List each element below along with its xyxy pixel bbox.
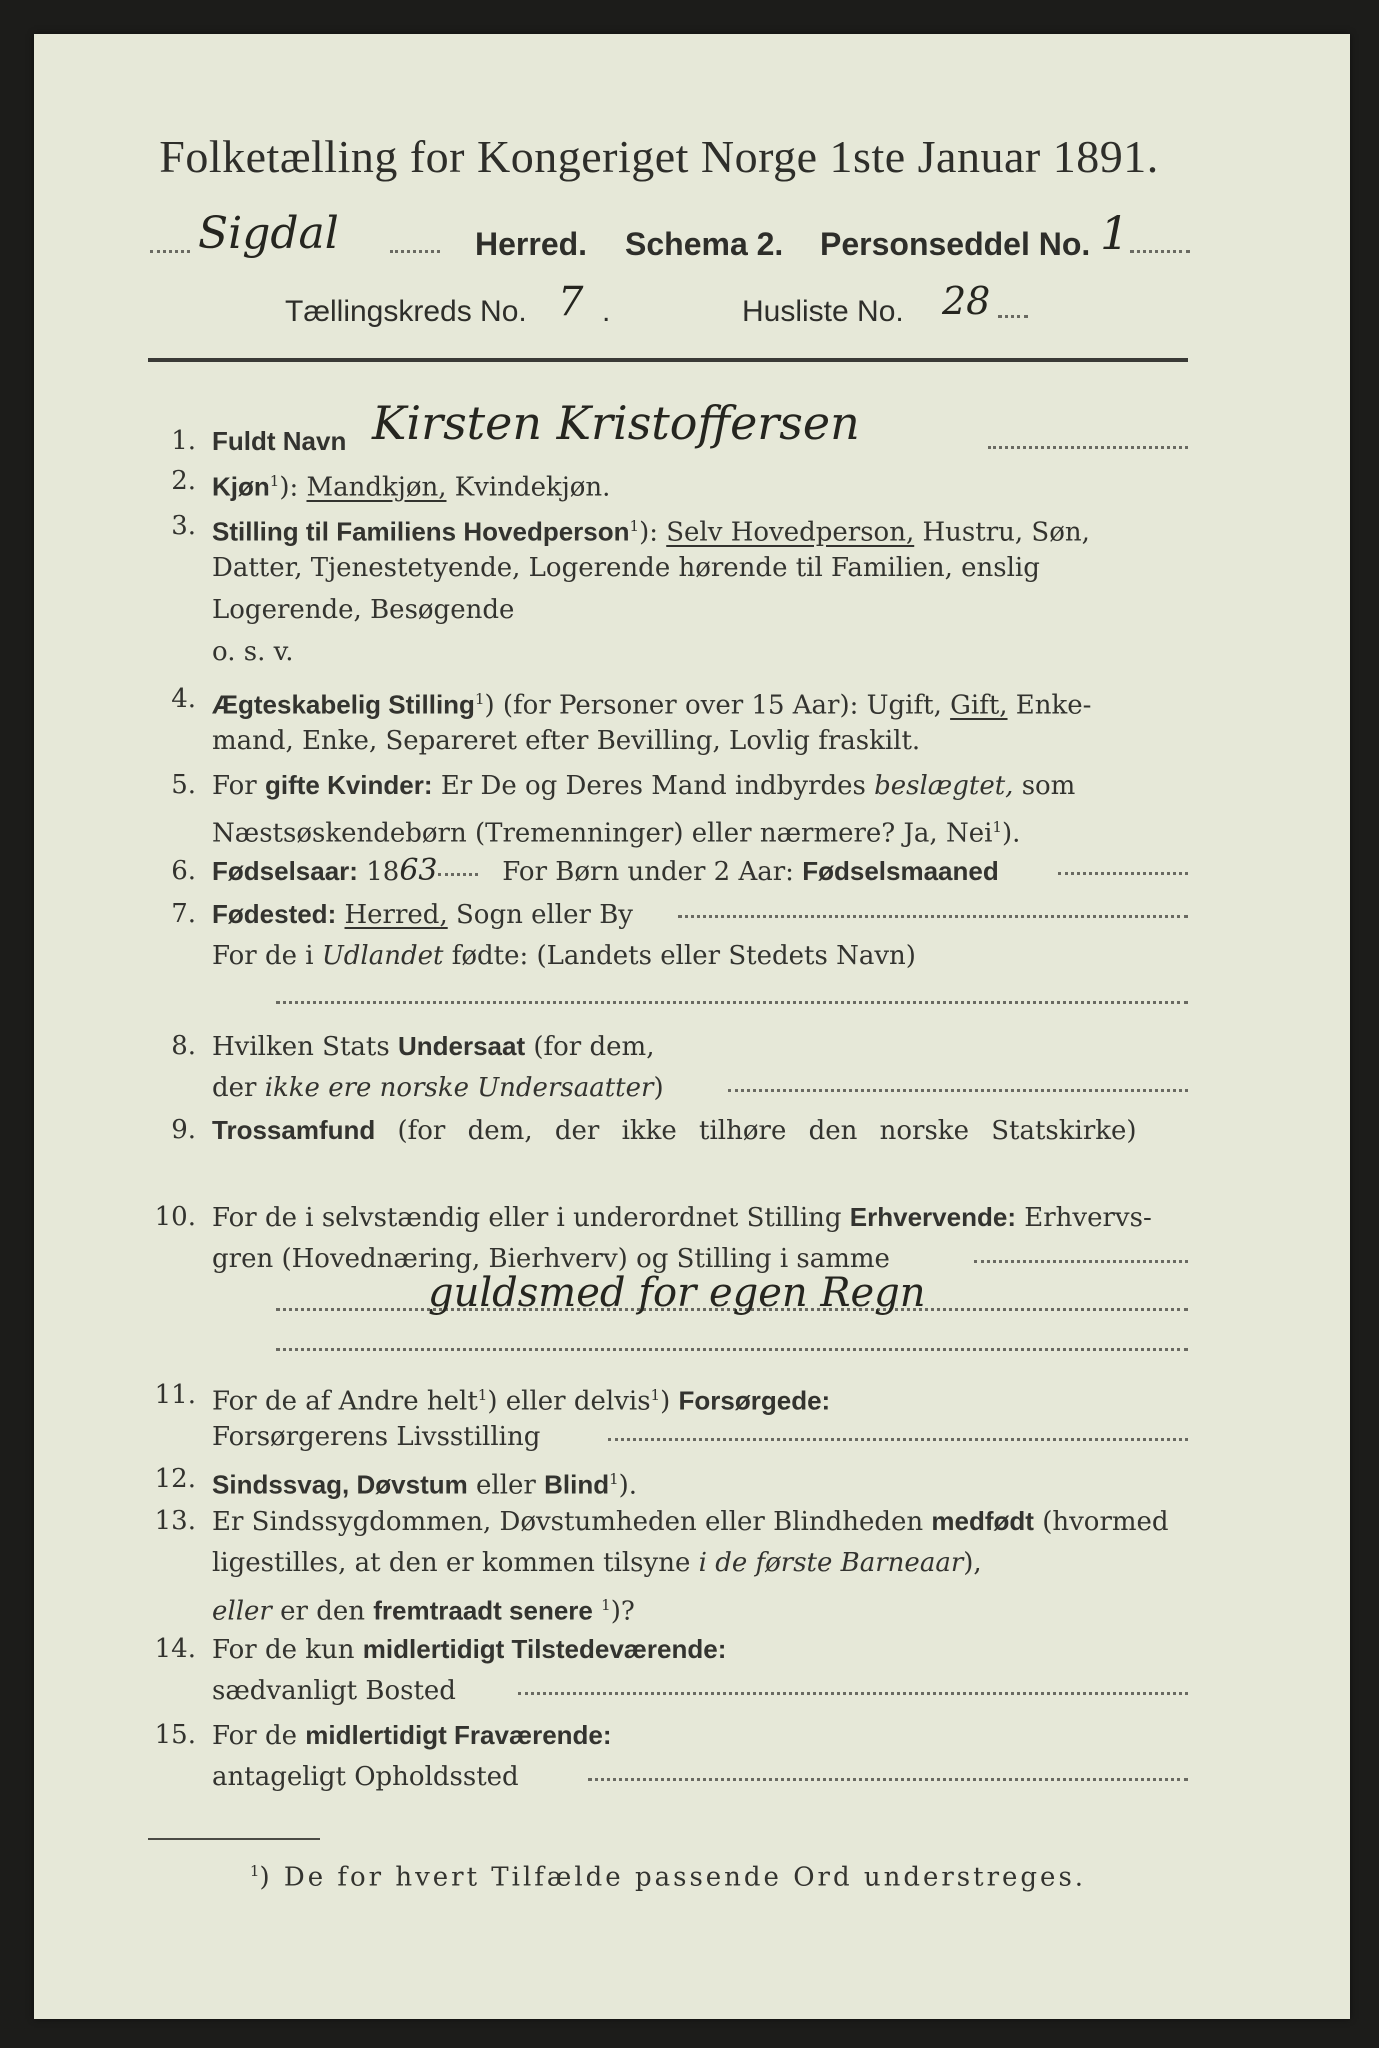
personseddel-label: Personseddel No. bbox=[820, 226, 1091, 262]
husliste-value: 28 bbox=[942, 279, 991, 323]
field-stilling: 3. Stilling til Familiens Hovedperson$^1$): Selv Hovedperson, Hustru, Søn, Datter, Tjenestetyende, Logerende hørende til Familien, enslig Logerende, Besøgende o. s. v. bbox=[171, 511, 1090, 667]
field-fodested: 7. Fødested: Herred, Sogn eller By For de i Udlandet fødte: (Landets eller Stedets Navn) bbox=[148, 893, 1188, 1023]
form-title: Folketælling for Kongeriget Norge 1ste Januar 1891. bbox=[159, 131, 1159, 182]
field-fodselsaar: 6. Fødselsaar: 1863 For Børn under 2 Aar: Fødselsmaaned bbox=[148, 850, 1188, 892]
field-fuldt-navn: 1. Fuldt Navn Kirsten Kristoffersen bbox=[148, 420, 1188, 470]
personseddel-value: 1 bbox=[1100, 206, 1130, 260]
header-divider bbox=[148, 358, 1188, 362]
herred-label: Herred. bbox=[475, 226, 588, 262]
stilling-selected: Selv Hovedperson, bbox=[666, 517, 915, 548]
field-kjon: 2. Kjøn$^1$): Mandkjøn, Kvindekjøn. bbox=[171, 466, 611, 503]
name-value: Kirsten Kristoffersen bbox=[372, 396, 860, 450]
kjon-selected: Mandkjøn, bbox=[306, 472, 447, 503]
erhverv-value: guldsmed for egen Regn bbox=[428, 1270, 926, 1316]
herred-value: Sigdal bbox=[198, 208, 339, 259]
field-trossamfund: 9. Trossamfund (for dem, der ikke tilhøre den norske Statskirke) bbox=[171, 1115, 1137, 1146]
fodselsaar-value: 63 bbox=[399, 853, 438, 888]
footnote-rule bbox=[148, 1838, 320, 1840]
field-gifte-kvinder: 5. For gifte Kvinder: Er De og Deres Mand indbyrdes beslægtet, som Næstsøskendebørn (Tremenninger) eller nærmere? Ja, Nei$^1$). bbox=[171, 770, 1076, 849]
field-sindssvag: 12. Sindssvag, Døvstum eller Blind$^1$). bbox=[154, 1464, 638, 1501]
header-row-herred bbox=[150, 206, 1190, 276]
field-fravaerende: 15. For de midlertidigt Fraværende: antageligt Opholdssted bbox=[148, 1714, 1188, 1798]
field-tilstedevaerende: 14. For de kun midlertidigt Tilstedeværende: sædvanligt Bosted bbox=[148, 1628, 1188, 1712]
kreds-label: Tællingskreds No. bbox=[285, 295, 527, 328]
schema-label: Schema 2. bbox=[625, 226, 784, 262]
footnote: $^1$) De for hvert Tilfælde passende Ord understreges. bbox=[249, 1862, 1087, 1893]
field-medfodt: 13. Er Sindssygdommen, Døvstumheden eller Blindheden medfødt (hvormed ligestilles, at den er kommen tilsyne i de første Barneaar), eller er den fremtraadt senere $^1$)? bbox=[154, 1506, 1169, 1627]
header-row-kreds: Tællingskreds No. 7 . Husliste No. 28 bbox=[220, 285, 1080, 339]
field-undersaat: 8. Hvilken Stats Undersaat (for dem, der ikke ere norske Undersaatter) bbox=[148, 1025, 1188, 1109]
aegteskab-selected: Gift, bbox=[950, 690, 1008, 721]
fodested-selected: Herred, bbox=[344, 900, 448, 930]
kreds-value: 7 bbox=[558, 279, 584, 325]
field-aegteskab: 4. Ægteskabelig Stilling$^1$) (for Personer over 15 Aar): Ugift, Gift, Enke- mand, Enke, Separeret efter Bevilling, Lovlig fraskilt. bbox=[171, 684, 1092, 756]
field-forsorgede: 11. For de af Andre helt$^1$) eller delvis$^1$) Forsørgede: Forsørgerens Livsstilling bbox=[148, 1374, 1188, 1458]
field-erhverv: 10. For de i selvstændig eller i underordnet Stilling Erhvervende: Erhvervs- gren (Hovednæring, Bierhverv) og Stilling i samme guldsmed for egen Regn bbox=[148, 1196, 1188, 1356]
husliste-label: Husliste No. bbox=[742, 295, 904, 328]
